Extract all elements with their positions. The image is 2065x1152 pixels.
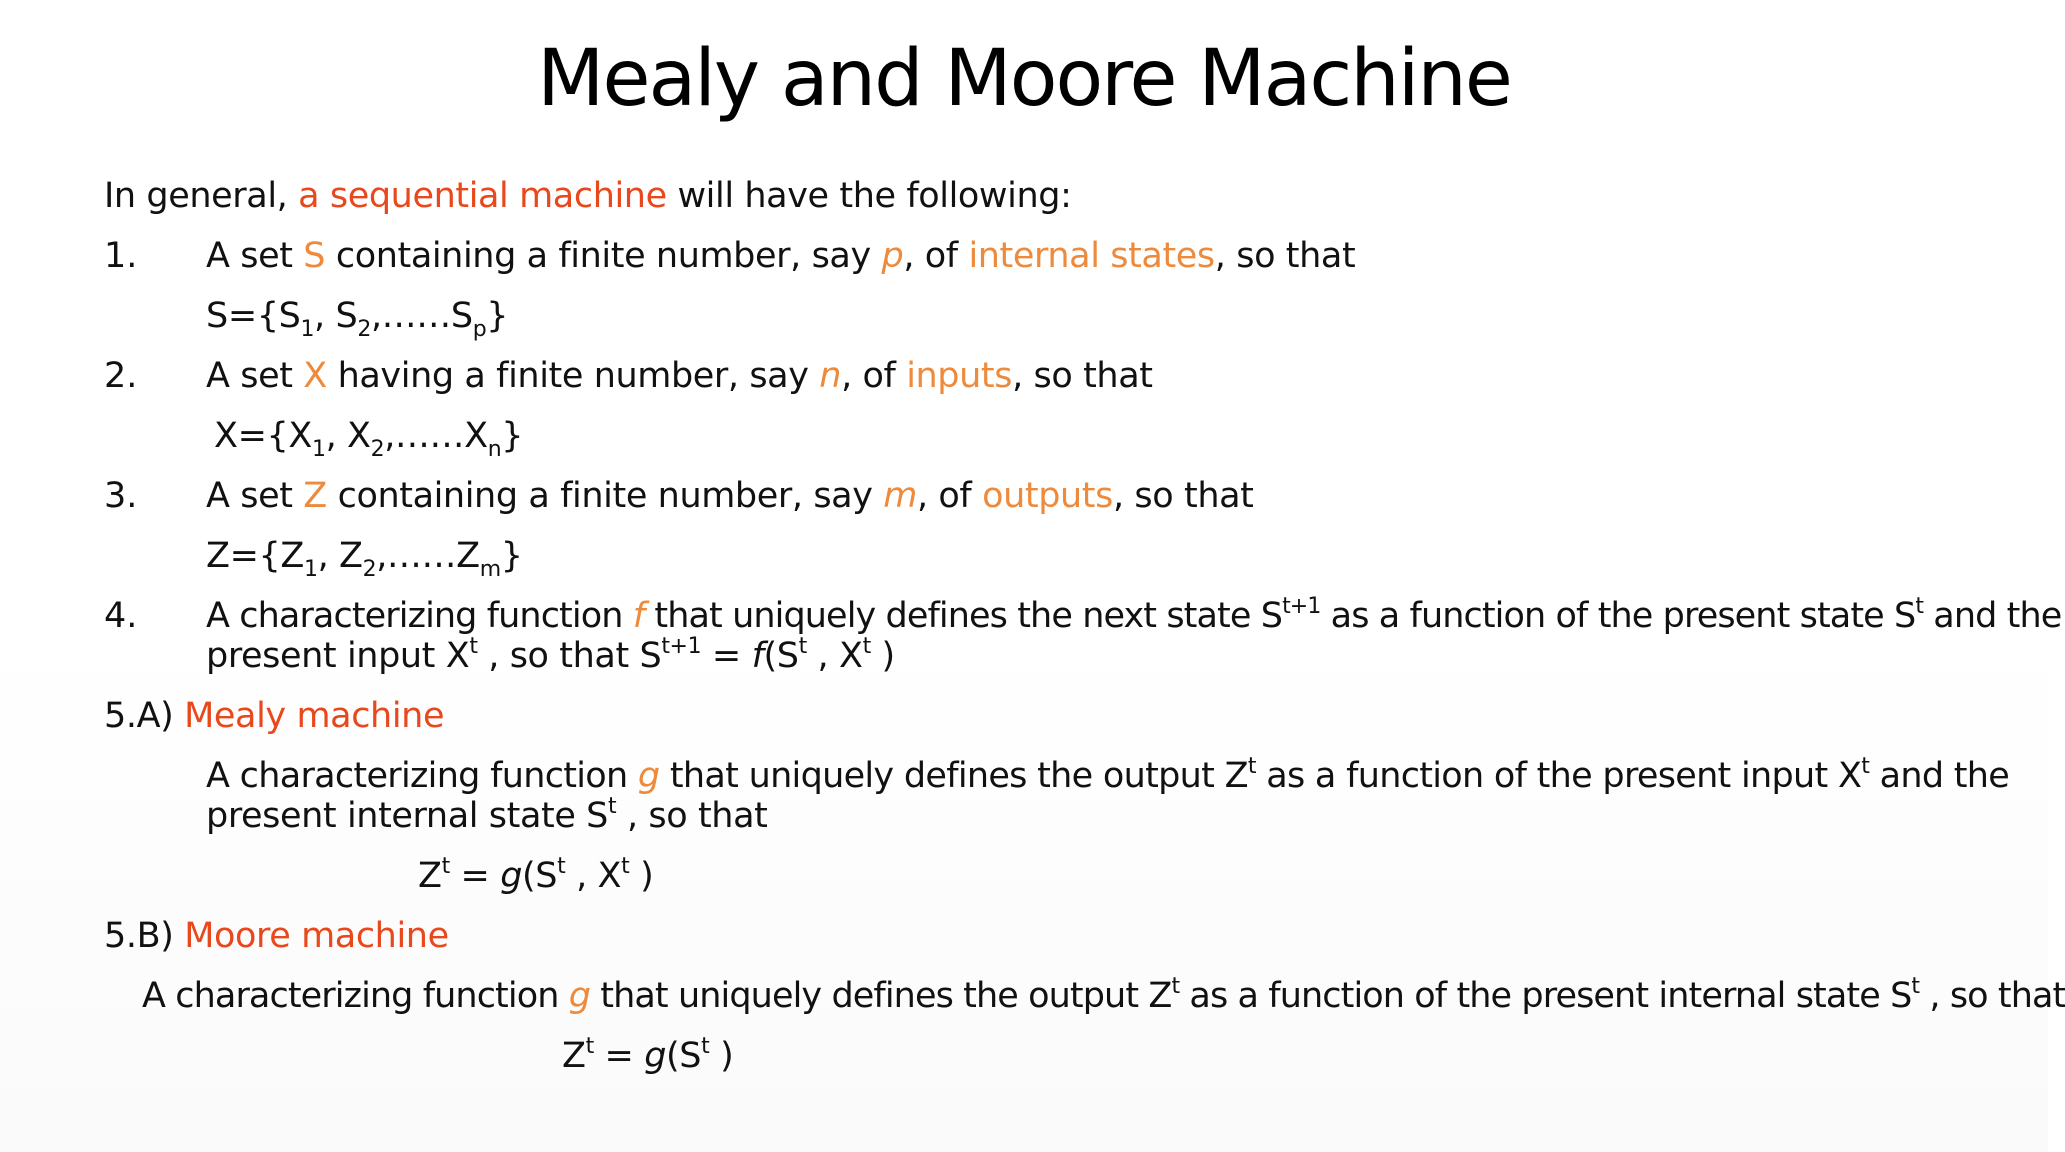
formula-part: } [486,296,509,336]
section-label: 5.B) [104,916,185,956]
variable: m [883,476,917,516]
item-4-line-1 [206,596,2061,636]
formula-part: S={S [206,296,301,336]
function-name: g [644,1036,667,1076]
item-3-text [206,476,1253,516]
text-segment: (S [763,636,799,676]
formula-part: (S [666,1036,702,1076]
intro-line [104,176,1071,216]
item-number: 4. [104,596,138,636]
text-segment: A characterizing function [142,976,569,1016]
superscript: t [1915,594,1924,619]
text-segment: ) [870,636,895,676]
formula-part: ,……S [370,296,473,336]
function-name: g [568,976,591,1016]
text-segment: , so that [1214,236,1356,276]
text-segment: containing a finite number, say [325,236,882,276]
superscript: t [798,634,807,659]
item-1-text [206,236,1355,276]
item-3-formula [206,536,523,582]
subscript: 2 [362,557,377,582]
variable: p [881,236,904,276]
formula-part: } [501,416,524,456]
formula-part: ) [629,856,654,896]
mealy-line-1 [206,756,2009,796]
term-highlight: outputs [982,476,1113,516]
text-segment: , of [916,476,983,516]
mealy-heading [104,696,444,736]
formula-part: (S [522,856,558,896]
subscript: 1 [311,437,326,462]
formula-part: , S [314,296,358,336]
text-segment: A characterizing function [206,756,638,796]
text-segment: and the [1923,596,2062,636]
function-name: g [500,856,523,896]
text-segment: , so that S [477,636,662,676]
text-segment: , X [806,636,863,676]
superscript: t [557,854,566,879]
superscript: t [862,634,871,659]
text-segment: as a function of the present state S [1320,596,1916,636]
item-1-formula [206,296,509,342]
mealy-formula [418,856,653,896]
set-name: Z [303,476,327,516]
text-segment: as a function of the present internal state S [1179,976,1912,1016]
text-segment: present input X [206,636,470,676]
formula-part: } [500,536,523,576]
text-segment: that uniquely defines the next state S [644,596,1283,636]
item-number: 3. [104,476,138,516]
text-segment: = [701,636,752,676]
intro-suffix: will have the following: [666,176,1072,216]
formula-part: Z [418,856,442,896]
text-segment: that uniquely defines the output Z [659,756,1248,796]
superscript: t [469,634,478,659]
page-title: Mealy and Moore Machine [537,34,1511,124]
subscript: p [472,317,487,342]
subscript: 2 [370,437,385,462]
function-name: f [751,636,764,676]
superscript: t [701,1034,710,1059]
text-segment: present internal state S [206,796,608,836]
machine-name: Mealy machine [184,696,445,736]
intro-prefix: In general, [104,176,299,216]
mealy-line-2 [206,796,767,836]
subscript: 2 [357,317,371,342]
formula-part: = [449,856,501,896]
formula-part: ,……X [384,416,488,456]
text-segment: , of [903,236,969,276]
text-segment: A set [206,236,304,276]
superscript: t [621,854,630,879]
text-segment: , so that [616,796,768,836]
moore-line-1 [142,976,2065,1016]
set-name: S [303,236,326,276]
text-segment: as a function of the present input X [1255,756,1862,796]
formula-part: Z [562,1036,586,1076]
formula-part: ,……Z [376,536,480,576]
formula-part: Z={Z [206,536,304,576]
item-number: 2. [104,356,138,396]
text-segment: containing a finite number, say [326,476,884,516]
term-highlight: internal states [968,236,1215,276]
moore-heading [104,916,449,956]
subscript: 1 [300,317,315,342]
variable: n [819,356,842,396]
superscript: t [1861,754,1870,779]
text-segment: , so that [1012,356,1153,396]
item-2-text [206,356,1153,396]
function-name: g [637,756,660,796]
text-segment: A characterizing function [206,596,633,636]
superscript: t [608,794,617,819]
text-segment: A set [206,476,304,516]
subscript: 1 [303,557,318,582]
text-segment: , so that [1919,976,2065,1016]
formula-part: X={X [214,416,312,456]
item-4-line-2 [206,636,895,676]
superscript: t [1171,974,1180,999]
formula-part: ) [709,1036,734,1076]
text-segment: having a finite number, say [326,356,820,396]
section-label: 5.A) [104,696,185,736]
formula-part: , X [325,416,371,456]
text-segment: A set [206,356,304,396]
formula-part: = [593,1036,645,1076]
subscript: n [487,437,502,462]
machine-name: Moore machine [184,916,449,956]
superscript: t+1 [661,634,702,659]
superscript: t [585,1034,594,1059]
formula-part: , X [565,856,622,896]
formula-part: , Z [317,536,363,576]
superscript: t+1 [1282,594,1321,619]
intro-highlight: a sequential machine [298,176,667,216]
superscript: t [441,854,450,879]
text-segment: that uniquely defines the output Z [590,976,1172,1016]
superscript: t [1247,754,1256,779]
item-number: 1. [104,236,138,276]
term-highlight: inputs [906,356,1013,396]
moore-formula [562,1036,733,1076]
set-name: X [303,356,327,396]
superscript: t [1911,974,1920,999]
item-2-formula [214,416,524,462]
text-segment: and the [1869,756,2010,796]
text-segment: , so that [1112,476,1254,516]
function-name: f [632,596,645,636]
text-segment: , of [841,356,907,396]
subscript: m [479,557,501,582]
